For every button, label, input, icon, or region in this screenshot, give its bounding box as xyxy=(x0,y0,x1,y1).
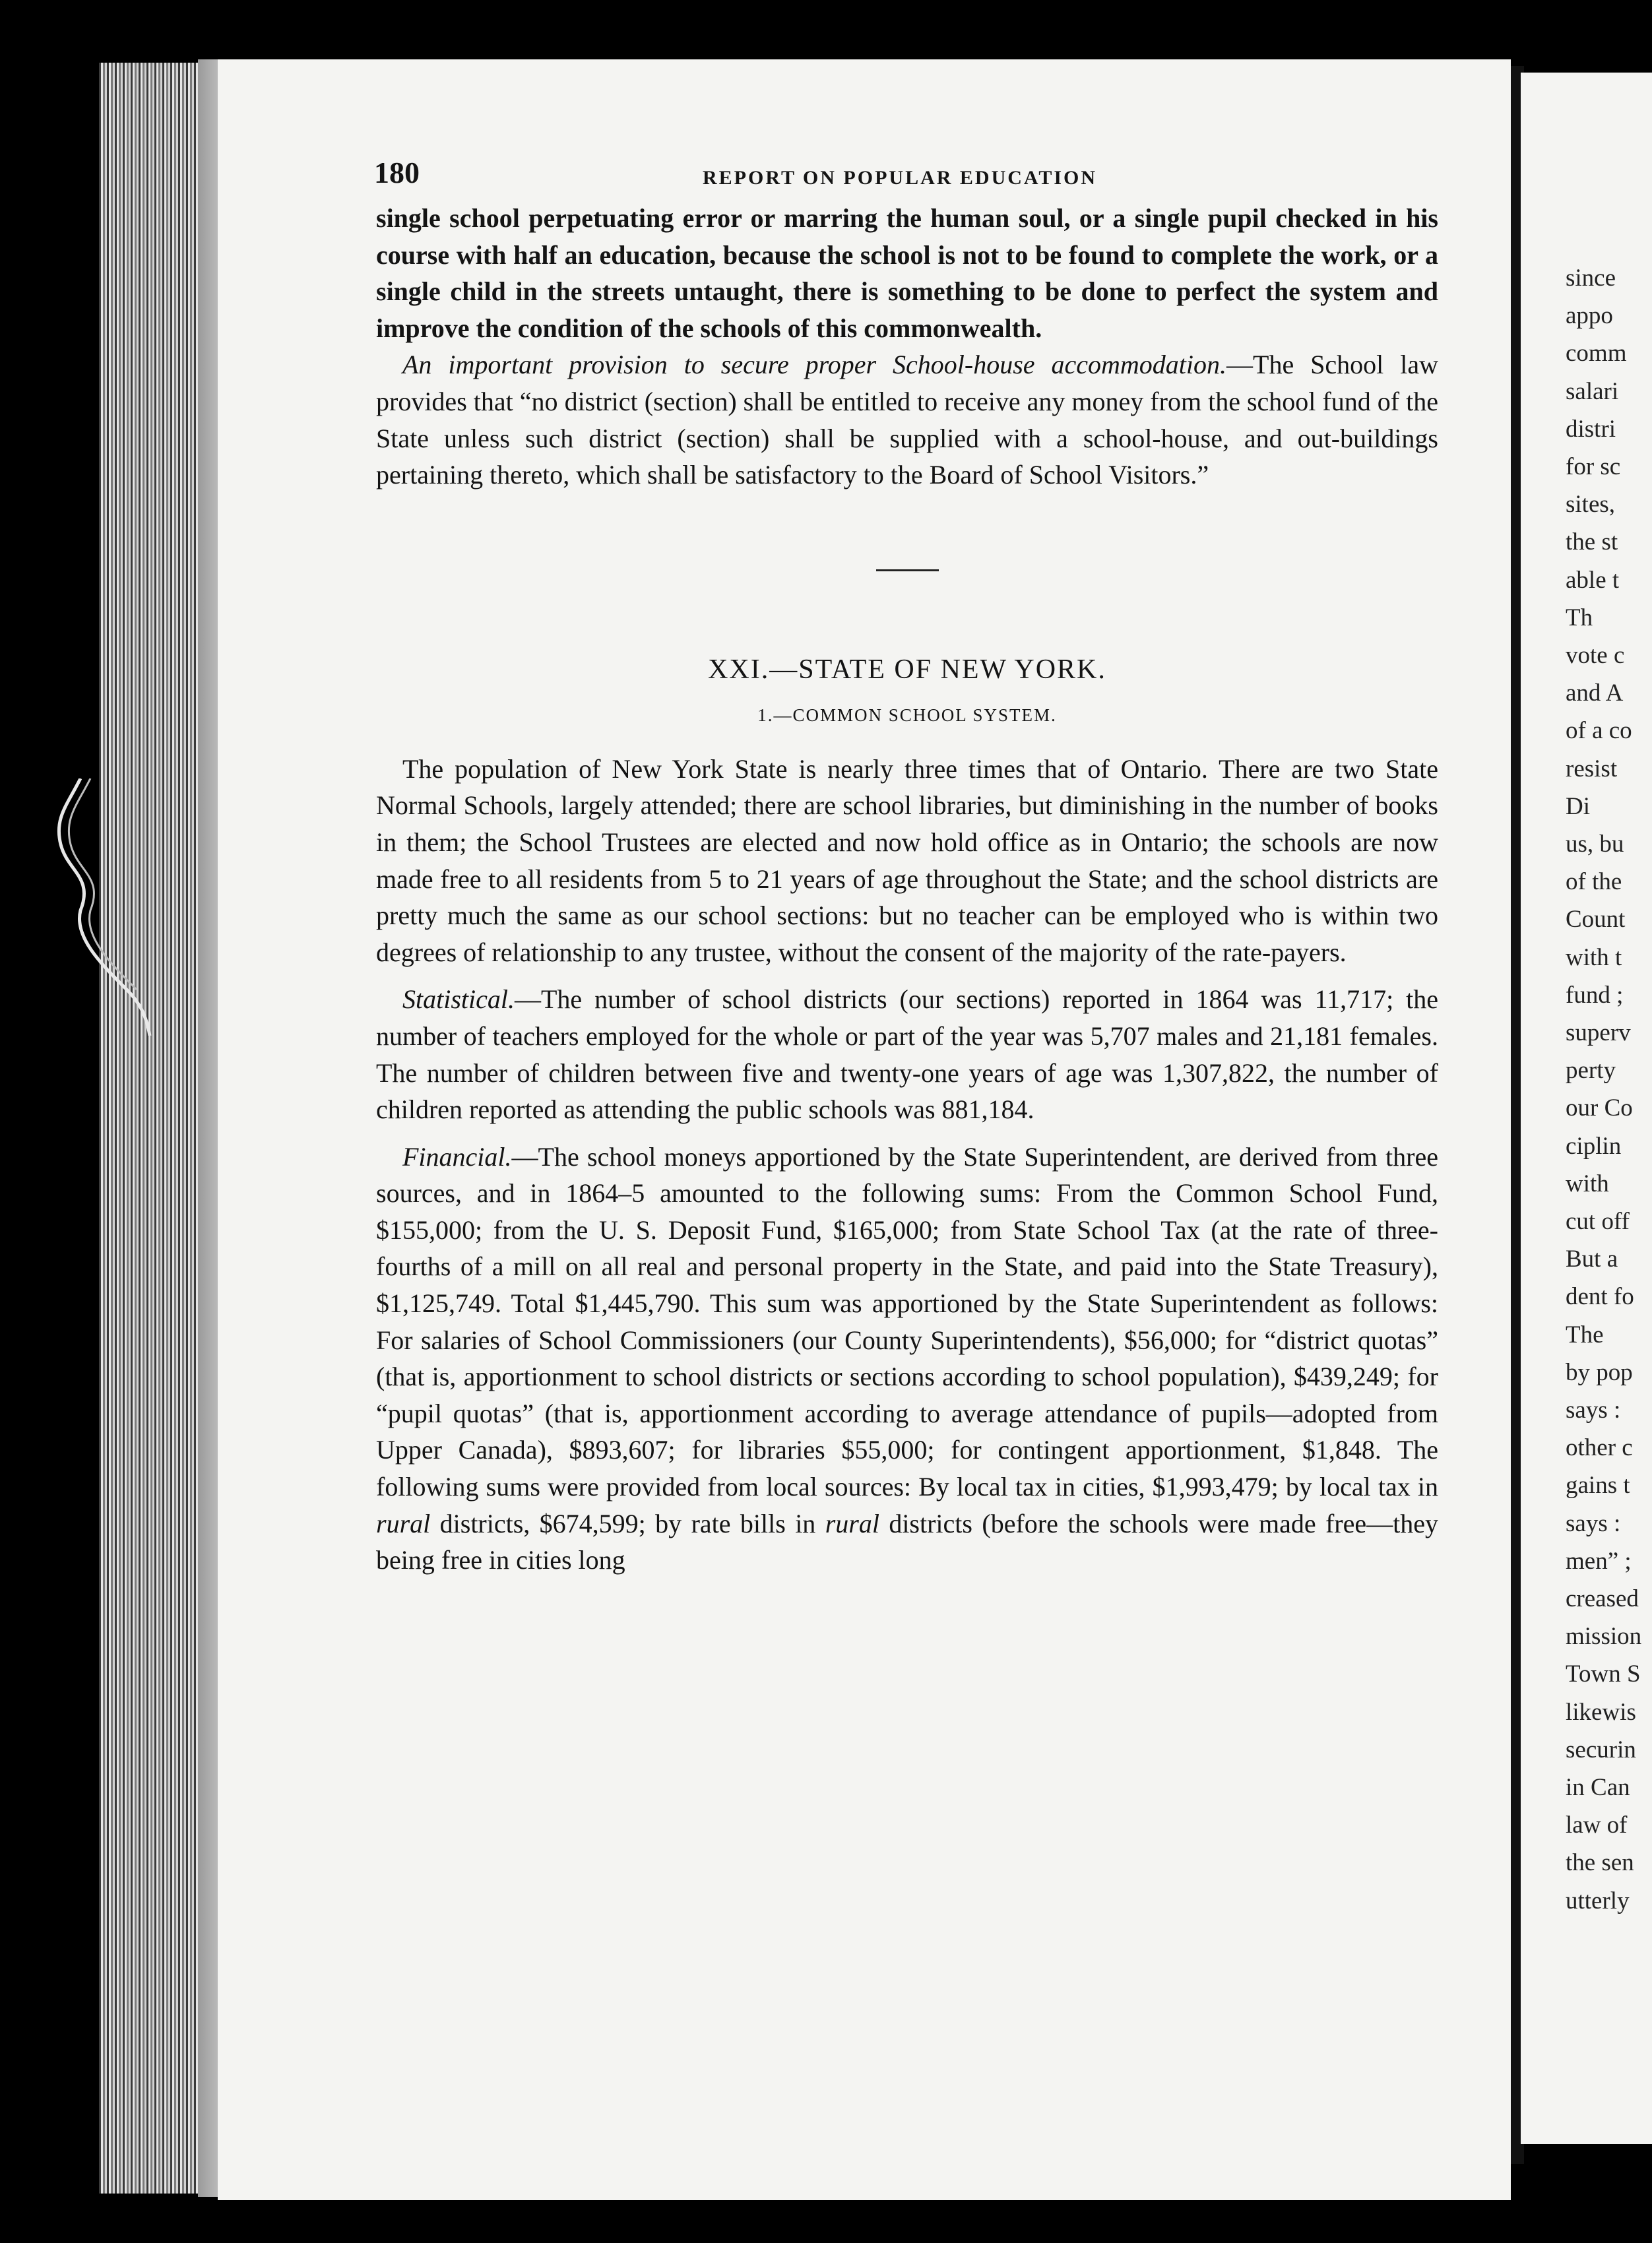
facing-page-line: for sc xyxy=(1566,453,1621,480)
facing-page-line: sites, xyxy=(1566,491,1616,519)
financial-rural-word-2: rural xyxy=(825,1508,879,1538)
bookmark-ribbon xyxy=(54,778,153,1036)
facing-page-line: securin xyxy=(1566,1736,1636,1763)
facing-page-line: our Co xyxy=(1566,1094,1633,1122)
section-divider xyxy=(876,569,939,571)
paragraph-provision xyxy=(376,346,1438,493)
facing-page-line: and A xyxy=(1566,679,1624,707)
facing-page-line: law of xyxy=(1566,1812,1628,1839)
facing-page-line: But a xyxy=(1566,1246,1618,1273)
provision-heading: An important provision to secure proper School-house accommodation. xyxy=(402,350,1227,380)
facing-page-line: says : xyxy=(1566,1397,1621,1424)
facing-page-line: with xyxy=(1566,1170,1609,1197)
facing-page-line: Town S xyxy=(1566,1660,1641,1688)
facing-page-line: vote c xyxy=(1566,642,1625,669)
facing-page-line: perty xyxy=(1566,1057,1616,1085)
financial-rural-word: rural xyxy=(376,1508,431,1538)
facing-page-line: men” ; xyxy=(1566,1547,1632,1575)
facing-page-line: fund ; xyxy=(1566,981,1624,1009)
facing-page-line: Di xyxy=(1566,792,1590,820)
facing-page-line: since xyxy=(1566,265,1616,292)
facing-page-line: salari xyxy=(1566,377,1619,405)
book-fore-edge xyxy=(99,63,198,2194)
facing-page-line: the st xyxy=(1566,528,1618,556)
facing-page-line: cut off xyxy=(1566,1208,1630,1235)
facing-page-line: the sen xyxy=(1566,1849,1634,1877)
financial-heading: Financial. xyxy=(402,1141,512,1172)
provision-text: —The School law provides that “no district (section) shall be entitled to receive any money from the school fund of the State unless such district (section) shall be supplied with a school-house, and out-buildings pertaining thereto, which shall be satisfactory to the Board of School Visitors.” xyxy=(376,350,1439,490)
facing-page-line: Count xyxy=(1566,906,1626,933)
facing-page-line: comm xyxy=(1566,340,1627,367)
paragraph-top: single school perpetuating error or marring the human soul, or a single pupil checked in his course with half an education, because the school is not to be found to complete the work, or a single child in the streets untaught, there is something to be done to perfect the system and improve the condition of the schools of this commonwealth. xyxy=(376,203,1438,343)
facing-page-line: resist xyxy=(1566,755,1618,782)
financial-text-3: districts (before the schools were made free—they being free in cities long xyxy=(376,1508,1438,1575)
facing-page-line: mission xyxy=(1566,1623,1642,1651)
facing-page-line: superv xyxy=(1566,1019,1631,1046)
facing-page-line: creased xyxy=(1566,1585,1639,1612)
facing-page-line: likewis xyxy=(1566,1698,1636,1726)
paragraph-population: The population of New York State is nearly three times that of Ontario. There are two State Normal Schools, largely attended; there are school libraries, but diminishing in the number of books in them; the School Trustees are elected and now hold office as in Ontario; the schools are now made free to all residents from 5 to 21 years of age throughout the State; and the school districts are pretty much the same as our school sections: but no teacher can be employed who is within two degrees of relationship to any trustee, without the consent of the majority of the rate-payers. xyxy=(376,753,1438,967)
facing-page-line: Th xyxy=(1566,604,1593,631)
statistical-heading: Statistical. xyxy=(402,984,515,1015)
facing-page-line: utterly xyxy=(1566,1887,1630,1914)
facing-page-line: ciplin xyxy=(1566,1132,1622,1160)
facing-page-line: us, bu xyxy=(1566,831,1624,858)
facing-page-line: appo xyxy=(1566,302,1613,330)
facing-page-line: dent fo xyxy=(1566,1283,1634,1311)
statistical-text: —The number of school districts (our sections) reported in 1864 was 11,717; the number of teachers employed for the whole or part of the year was 5,707 males and 21,181 females. The number of children between five and twenty-one years of age was 1,307,822, the number of children reported as attending the public schools was 881,184. xyxy=(376,984,1438,1125)
facing-page-line: in Can xyxy=(1566,1774,1630,1801)
facing-page-line: other c xyxy=(1566,1434,1633,1462)
facing-page xyxy=(1521,73,1652,2144)
facing-page-line: says : xyxy=(1566,1509,1621,1537)
facing-page-line: of a co xyxy=(1566,717,1632,745)
facing-page-line: gains t xyxy=(1566,1472,1630,1500)
financial-text: —The school moneys apportioned by the State Superintendent, are derived from three sources, and in 1864–5 amounted to the following sums: From the Common School Fund, $155,000; from the U. S. Deposit Fund, $165,000; from State School Tax (at the rate of three-fourths of a mill on all real and personal property in the State, and paid into the State Treasury), $1,125,749. Total $1,445,790. This sum was apportioned by the State Superintendent as follows: For salaries of School Commissioners (our County Superintendents), $56,000; for “district quotas” (that is, apportionment to school districts or sections according to school population), $439,249; for “pupil quotas” (that is, apportionment according to average attendance of pupils—adopted from Upper Canada), $893,607; for libraries $55,000; for contingent apportionment, $1,848. The following sums were provided from local sources: By local tax in cities, $1,993,479; by local tax in xyxy=(376,1141,1438,1502)
facing-page-line: by pop xyxy=(1566,1358,1633,1386)
section-title: XXI.—STATE OF NEW YORK. xyxy=(708,654,1106,685)
paragraph-financial xyxy=(376,1139,1438,1579)
facing-page-line: with t xyxy=(1566,943,1622,971)
facing-page-line: able t xyxy=(1566,566,1620,594)
page-number: 180 xyxy=(374,156,420,189)
running-head xyxy=(376,155,1438,195)
running-title: REPORT ON POPULAR EDUCATION xyxy=(703,167,1098,189)
financial-text-2: districts, $674,599; by rate bills in xyxy=(430,1508,825,1538)
paragraph-statistical xyxy=(376,981,1438,1127)
facing-page-line: The xyxy=(1566,1321,1604,1348)
page-content xyxy=(376,155,1438,1579)
subsection-title: 1.—COMMON SCHOOL SYSTEM. xyxy=(757,705,1057,725)
facing-page-line: distri xyxy=(1566,415,1616,443)
facing-page-line: of the xyxy=(1566,868,1622,896)
